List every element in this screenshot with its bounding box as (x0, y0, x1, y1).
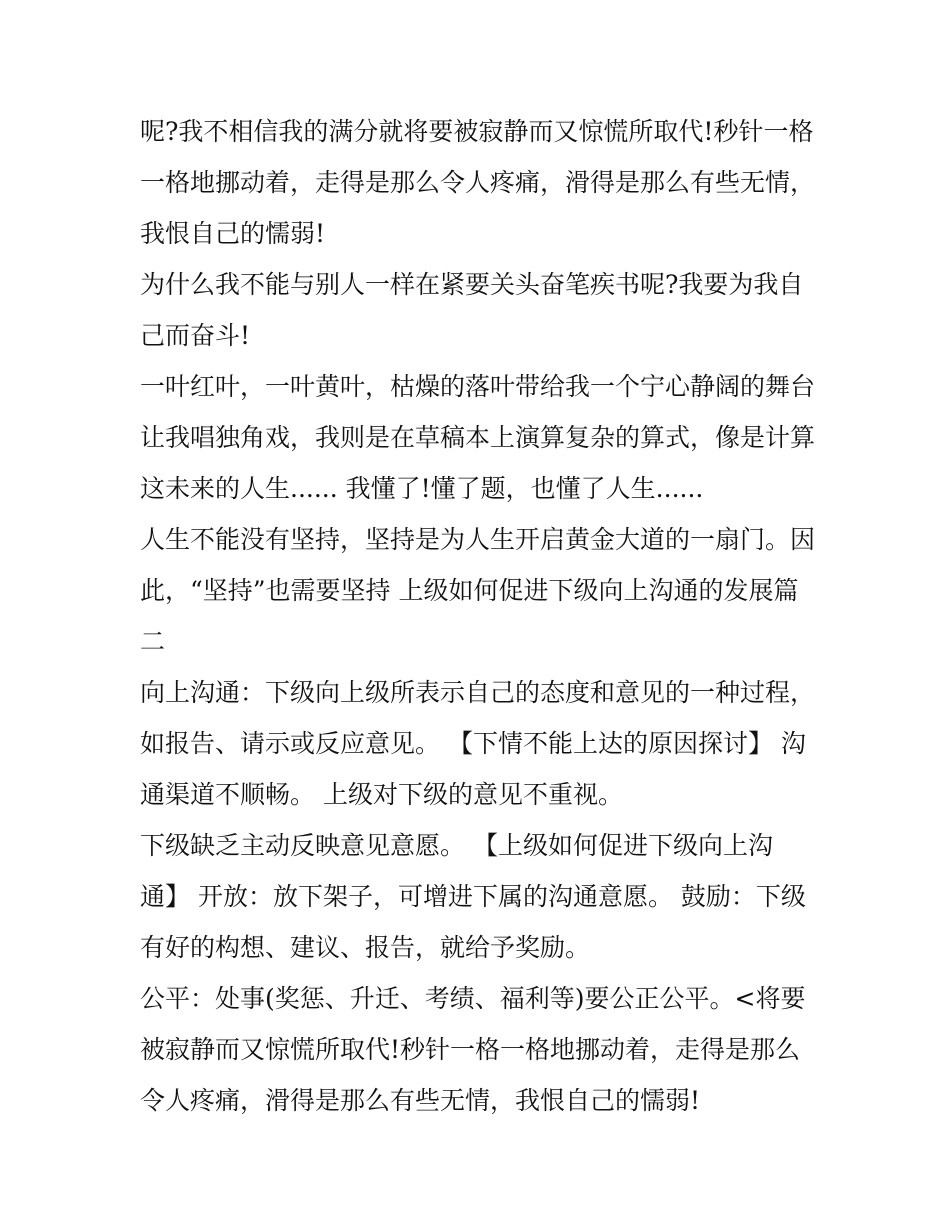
text-line-3: 我恨自己的懦弱! (140, 219, 326, 248)
text-line-10: 此，“坚持”也需要坚持 上级如何促进下级向上沟通的发展篇 (140, 576, 799, 605)
text-line-16: 通】 开放：放下架子，可增进下属的沟通意愿。 鼓励：下级 (140, 882, 806, 911)
text-line-4: 为什么我不能与别人一样在紧要关头奋笔疾书呢?我要为我自 (140, 270, 804, 299)
body-text (140, 106, 820, 1126)
text-line-2: 一格地挪动着，走得是那么令人疼痛，滑得是那么有些无情， (140, 168, 816, 197)
text-line-19: 被寂静而又惊慌所取代!秒针一格一格地挪动着，走得是那么 (140, 1035, 801, 1064)
text-line-12: 向上沟通：下级向上级所表示自己的态度和意见的一种过程， (140, 678, 816, 707)
text-line-17: 有好的构想、建议、报告，就给予奖励。 (140, 933, 591, 962)
text-line-20: 令人疼痛，滑得是那么有些无情，我恨自己的懦弱! (140, 1086, 701, 1115)
text-line-8: 这未来的人生...... 我懂了!懂了题，也懂了人生...... (140, 474, 704, 503)
text-line-6: 一叶红叶，一叶黄叶，枯燥的落叶带给我一个宁心静阔的舞台 (140, 372, 816, 401)
text-line-7: 让我唱独角戏，我则是在草稿本上演算复杂的算式，像是计算 (140, 423, 816, 452)
text-line-18: 公平：处事(奖惩、升迁、考绩、福利等)要公正公平。<将要 (140, 984, 806, 1013)
text-line-14: 通渠道不顺畅。 上级对下级的意见不重视。 (140, 780, 623, 809)
text-line-13: 如报告、请示或反应意见。 【下情不能上达的原因探讨】 沟 (140, 729, 806, 758)
text-line-1: 呢?我不相信我的满分就将要被寂静而又惊慌所取代!秒针一格 (140, 117, 814, 146)
text-line-5: 己而奋斗! (140, 321, 251, 350)
text-line-11: 二 (140, 627, 166, 656)
text-line-15: 下级缺乏主动反映意见意愿。 【上级如何促进下级向上沟 (140, 831, 773, 860)
text-line-9: 人生不能没有坚持，坚持是为人生开启黄金大道的一扇门。因 (140, 525, 816, 554)
